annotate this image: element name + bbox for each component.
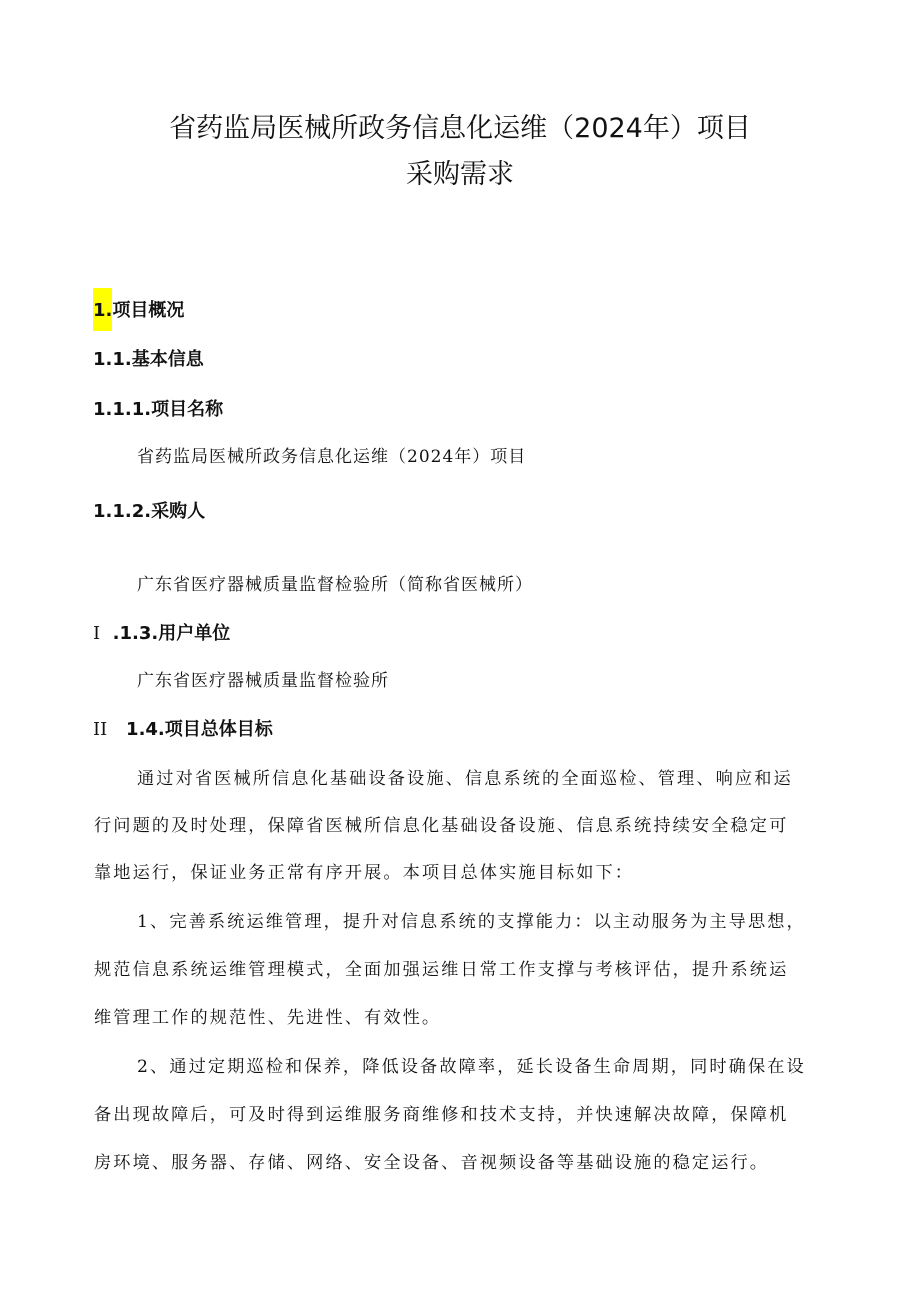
heading-1 [93, 296, 184, 322]
heading-1-1-3-text: .1.3.用户单位 [112, 623, 231, 644]
heading-1-text: 项目概况 [112, 300, 185, 321]
paragraph-line: 1、完善系统运维管理，提升对信息系统的支撑能力：以主动服务为主导思想， [137, 912, 806, 932]
paragraph-line: 通过对省医械所信息化基础设备设施、信息系统的全面巡检、管理、响应和运 [137, 769, 793, 789]
heading-1-1-3 [93, 619, 230, 645]
paragraph-line: 行问题的及时处理，保障省医械所信息化基础设备设施、信息系统持续安全稳定可 [94, 816, 789, 836]
user-unit-text: 广东省医疗器械质量监督检验所 [137, 671, 389, 691]
paragraph-line: 房环境、服务器、存储、网络、安全设备、音视频设备等基础设施的稳定运行。 [94, 1153, 770, 1173]
heading-1-1-1: 1.1.1.项目名称 [93, 399, 224, 420]
purchaser-text: 广东省医疗器械质量监督检验所（简称省医械所） [137, 575, 533, 595]
highlighted-number: 1. [93, 288, 112, 331]
paragraph-line: 备出现故障后，可及时得到运维服务商维修和技术支持，并快速解决故障，保障机 [94, 1105, 789, 1125]
paragraph-line: 维管理工作的规范性、先进性、有效性。 [94, 1008, 442, 1028]
paragraph-line: 靠地运行，保证业务正常有序开展。本项目总体实施目标如下： [94, 863, 635, 883]
heading-1-1-2: 1.1.2.采购人 [93, 501, 206, 522]
heading-1-1-4 [93, 715, 273, 741]
heading-prefix: II [93, 719, 108, 740]
document-title: 省药监局医械所政务信息化运维（2024年）项目 [169, 113, 751, 144]
project-name-text: 省药监局医械所政务信息化运维（2024年）项目 [137, 447, 527, 467]
document-subtitle: 采购需求 [406, 159, 514, 190]
heading-1-1-4-text: 1.4.项目总体目标 [126, 719, 273, 740]
heading-1-1: 1.1.基本信息 [93, 349, 204, 370]
paragraph-line: 2、通过定期巡检和保养，降低设备故障率，延长设备生命周期，同时确保在设 [137, 1057, 806, 1077]
paragraph-line: 规范信息系统运维管理模式，全面加强运维日常工作支撑与考核评估，提升系统运 [94, 960, 789, 980]
heading-prefix: I [93, 623, 101, 644]
